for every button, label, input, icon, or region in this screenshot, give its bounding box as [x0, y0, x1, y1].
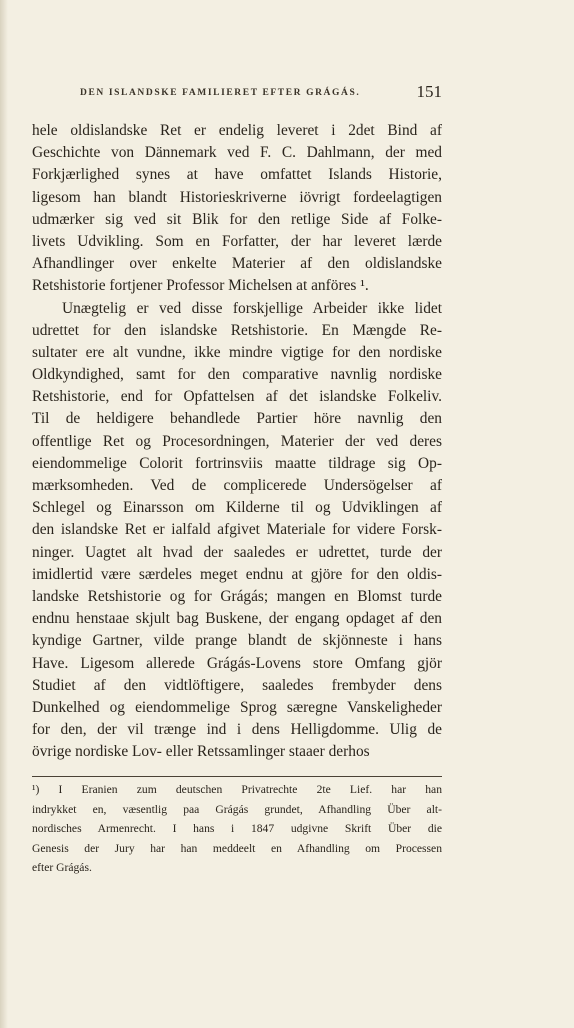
footnotes [32, 780, 442, 878]
text-line: övrige nordiske Lov- eller Retssamlinger staaer derhos [32, 743, 370, 761]
footnote-line: ¹) I Eranien zum deutschen Privatrechte 2te Lief. har han [32, 783, 442, 796]
text-line: Have. Ligesom allerede Grágás-Lovens store Omfang gjör [32, 654, 442, 672]
text-line: Dunkelhed og eiendommelige Sprog særegne Vanskeligheder [32, 698, 442, 716]
text-line: Geschichte von Dännemark ved F. C. Dahlmann, der med [32, 144, 442, 162]
text-line: imidlertid være særdeles meget endnu at gjöre for den oldis- [32, 565, 442, 583]
text-line: Retshistorie, end for Opfattelsen af det islandske Folkeliv. [32, 388, 442, 406]
footnote-divider [32, 776, 442, 777]
text-line: Til de heldigere behandlede Partier höre navnlig den [32, 410, 442, 428]
text-line: mærksomheden. Ved de complicerede Undersögelser af [32, 477, 442, 494]
footnote-line: Genesis der Jury har han meddeelt en Afhandling om Processen [32, 841, 442, 855]
running-title: DEN ISLANDSKE FAMILIERET EFTER GRÁGÁS. [80, 88, 361, 98]
text-line: landske Retshistorie og for Grágás; mangen en Blomst turde [32, 587, 442, 605]
text-line: kyndige Gartner, vilde prange blandt de skjönneste i hans [32, 632, 442, 650]
text-line: for den, der vil trænge ind i dens Helligdomme. Ulig de [32, 721, 442, 739]
page-edge [0, 0, 8, 1028]
footnote-line: indrykket en, væsentlig paa Grágás grundet, Afhandling Über alt- [32, 802, 442, 816]
text-line: udmærker sig ved sit Blik for den retlige Side af Folke- [32, 210, 442, 228]
text-line: Retshistorie fortjener Professor Michelsen at anföres ¹. [32, 277, 369, 295]
footnote-line: nordisches Armenrecht. I hans i 1847 udgivne Skrift Über die [32, 822, 442, 836]
text-line: ligesom han blandt Historieskriverne iövrigt fordeelagtigen [32, 188, 442, 206]
text-line: livets Udvikling. Som en Forfatter, der har leveret lærde [32, 232, 442, 250]
body-text [32, 120, 442, 763]
text-line: ninger. Uagtet alt hvad der saaledes er udrettet, turde der [32, 543, 442, 561]
text-line: Forkjærlighed synes at have omfattet Islands Historie, [32, 166, 442, 184]
text-line: sultater ere alt vundne, ikke mindre vigtige for den nordiske [32, 343, 442, 361]
text-line: Studiet af den vidtlöftigere, saaledes frembyder dens [32, 676, 442, 694]
text-line: Oldkyndighed, samt for den comparative navnlig nordiske [32, 366, 442, 384]
text-line: Unægtelig er ved disse forskjellige Arbeider ikke lidet [62, 299, 442, 317]
page-number: 151 [416, 82, 442, 101]
text-line: offentlige Ret og Procesordningen, Materier der ved deres [32, 432, 442, 450]
text-line: endnu henstaae skjult bag Buskene, der engang opdaget af den [32, 610, 442, 628]
page-header [80, 82, 442, 106]
text-line: Schlegel og Einarsson om Kilderne til og Udviklingen af [32, 499, 442, 517]
text-line: Afhandlinger over enkelte Materier af den oldislandske [32, 255, 442, 273]
footnote-line: efter Grágás. [32, 861, 92, 875]
text-line: eiendommelige Colorit fortrinsviis maatte tildrage sig Op- [32, 454, 442, 472]
text-line: hele oldislandske Ret er endelig leveret i 2det Bind af [32, 122, 442, 139]
text-line: den islandske Ret er ialfald afgivet Materiale for videre Forsk- [32, 521, 442, 539]
text-line: udrettet for den islandske Retshistorie. En Mængde Re- [32, 321, 442, 339]
